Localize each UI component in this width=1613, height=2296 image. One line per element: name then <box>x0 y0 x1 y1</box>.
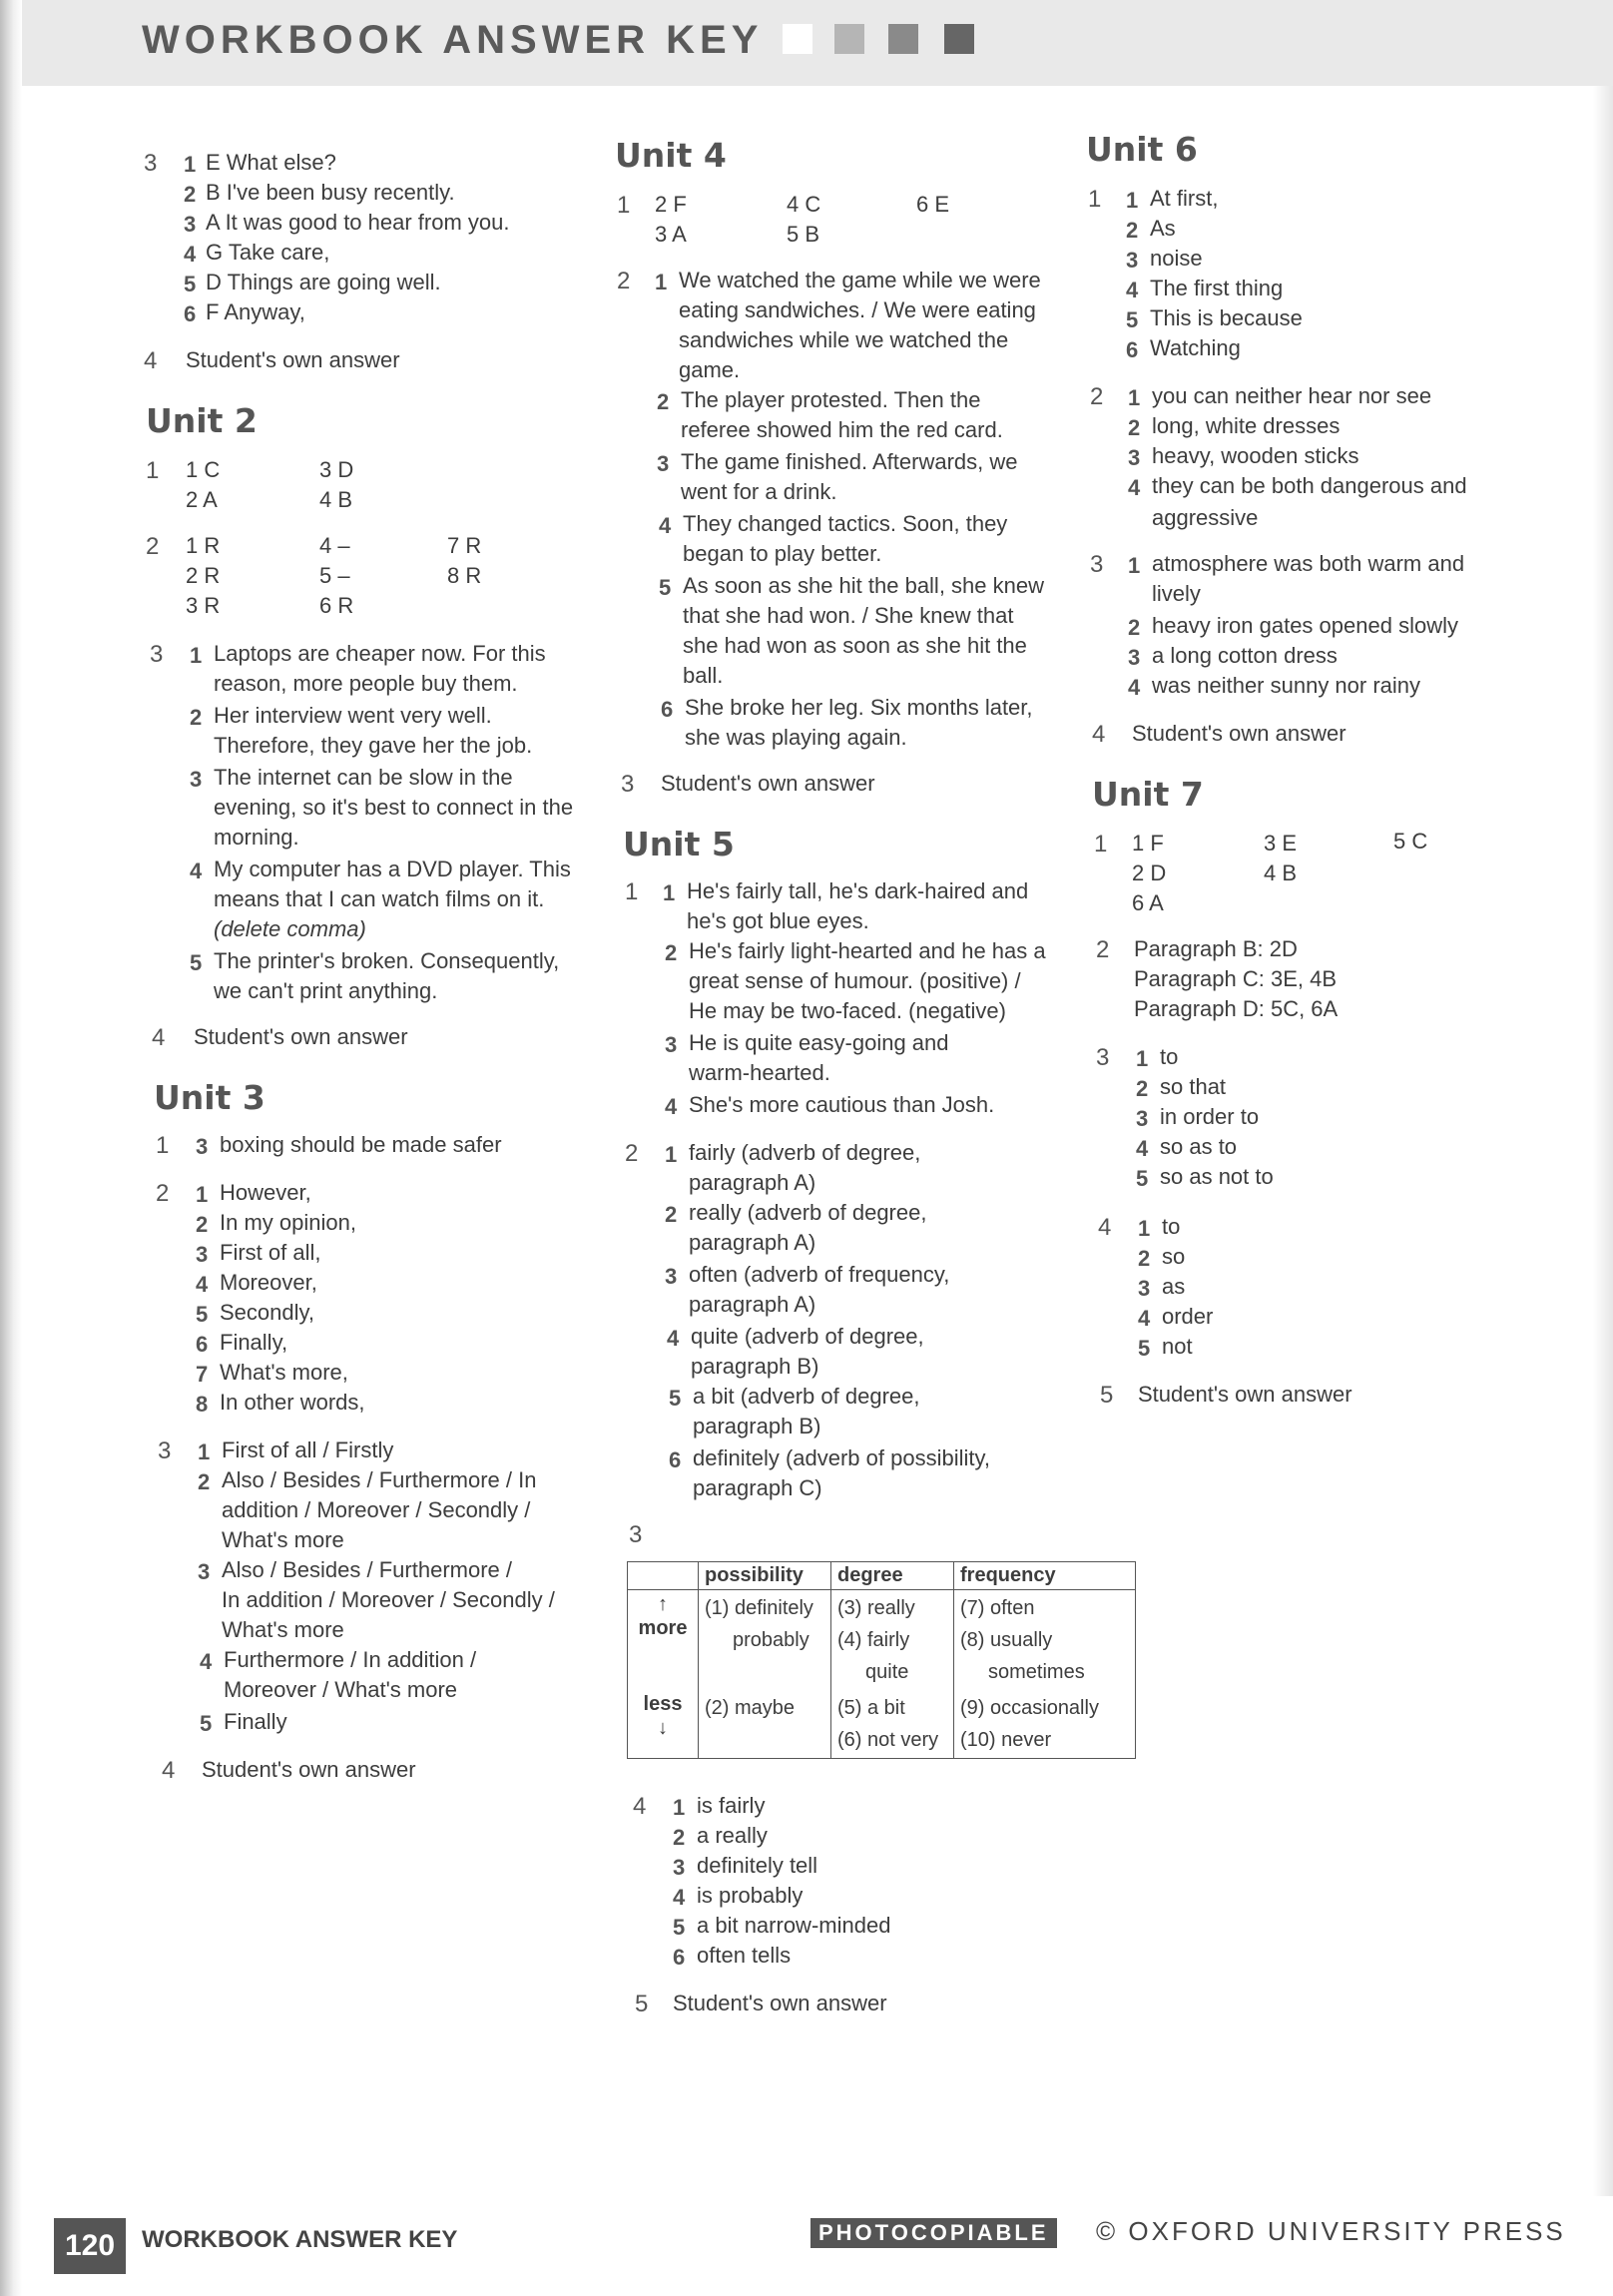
page-number: 120 <box>54 2218 126 2274</box>
question-number: 3 <box>150 641 164 668</box>
table-header: possibility <box>699 1562 831 1590</box>
answer-text: The internet can be slow in the <box>214 765 513 790</box>
question-number: 5 <box>1100 1382 1114 1409</box>
answer-text: heavy, wooden sticks <box>1152 443 1359 468</box>
answer-text: (delete comma) <box>214 916 366 941</box>
item-number: 2 <box>1128 415 1141 440</box>
answer-text: D Things are going well. <box>206 270 441 294</box>
table-cell-more <box>628 1590 699 1691</box>
item-number: 2 <box>196 1212 209 1237</box>
answer-text: B I've been busy recently. <box>206 180 455 205</box>
answer-text: addition / Moreover / Secondly / <box>222 1497 531 1522</box>
answer-text: order <box>1162 1304 1214 1329</box>
answer-text: Student's own answer <box>661 771 875 796</box>
item-number: 3 <box>665 1032 678 1057</box>
item-number: 1 <box>190 643 203 668</box>
item-number: 3 <box>190 767 203 792</box>
answer-text: F Anyway, <box>206 299 305 324</box>
unit-heading: Unit 3 <box>154 1078 266 1117</box>
answer-text: 6 E <box>916 192 950 217</box>
item-number: 2 <box>198 1469 211 1494</box>
item-number: 6 <box>184 301 197 326</box>
answer-text: paragraph B) <box>691 1354 819 1379</box>
answer-text: The player protested. Then the <box>681 387 981 412</box>
page-header-title: WORKBOOK ANSWER KEY <box>142 18 764 62</box>
answer-text: to <box>1162 1214 1181 1239</box>
item-number: 6 <box>661 697 674 722</box>
answer-text: quite (adverb of degree, <box>691 1324 924 1349</box>
answer-text: 3 E <box>1264 831 1298 856</box>
item-number: 5 <box>669 1386 682 1411</box>
item-number: 5 <box>1136 1166 1149 1191</box>
answer-text: as <box>1162 1274 1186 1299</box>
item-number: 1 <box>673 1795 686 1820</box>
answer-text: great sense of humour. (positive) / <box>689 968 1021 993</box>
answer-text: As <box>1150 216 1176 241</box>
answer-text: Moreover, <box>220 1270 317 1295</box>
item-number: 6 <box>196 1332 209 1357</box>
item-number: 5 <box>200 1711 213 1736</box>
item-number: 8 <box>196 1392 209 1417</box>
answer-text: paragraph A) <box>689 1170 816 1195</box>
item-number: 5 <box>190 950 203 975</box>
table-header: degree <box>831 1562 954 1590</box>
question-number: 5 <box>635 1991 649 2017</box>
item-number: 3 <box>1136 1106 1149 1131</box>
item-number: 1 <box>1128 385 1141 410</box>
question-number: 1 <box>617 192 631 219</box>
cell-line: (9) occasionally <box>960 1697 1099 1719</box>
answer-text: He's fairly light-hearted and he has a <box>689 938 1046 963</box>
answer-text: Secondly, <box>220 1300 314 1325</box>
item-number: 4 <box>196 1272 209 1297</box>
unit-heading: Unit 5 <box>623 825 735 863</box>
header-square-1 <box>783 24 812 54</box>
question-number: 3 <box>158 1437 172 1464</box>
item-number: 4 <box>184 242 197 267</box>
answer-text: 6 A <box>1132 890 1164 915</box>
item-number: 2 <box>1126 218 1139 243</box>
question-number: 3 <box>1090 551 1104 578</box>
answer-text: 5 C <box>1393 829 1428 854</box>
answer-text: that she had won. / She knew that <box>683 603 1014 628</box>
answer-text: a bit narrow-minded <box>697 1913 891 1938</box>
answer-text: boxing should be made safer <box>220 1132 502 1157</box>
answer-text: lively <box>1152 581 1201 606</box>
item-number: 2 <box>665 940 678 965</box>
answer-text: The game finished. Afterwards, we <box>681 449 1018 474</box>
item-number: 3 <box>673 1855 686 1880</box>
header-square-2 <box>834 24 864 54</box>
answer-text: 2 F <box>655 192 687 217</box>
page-right-edge <box>1593 0 1613 2296</box>
answer-text: he's got blue eyes. <box>687 908 869 933</box>
unit-heading: Unit 2 <box>146 401 258 440</box>
answer-text: paragraph A) <box>689 1230 816 1255</box>
item-number: 6 <box>669 1447 682 1472</box>
answer-text: Student's own answer <box>186 347 400 372</box>
answer-text: Paragraph C: 3E, 4B <box>1134 966 1338 991</box>
item-number: 2 <box>673 1825 686 1850</box>
item-number: 2 <box>1128 615 1141 640</box>
answer-text: Finally <box>224 1709 287 1734</box>
unit-heading: Unit 6 <box>1086 130 1198 169</box>
answer-text: Student's own answer <box>673 1991 887 2015</box>
answer-text: a bit (adverb of degree, <box>693 1384 920 1409</box>
answer-text: fairly (adverb of degree, <box>689 1140 921 1165</box>
answer-text: As soon as she hit the ball, she knew <box>683 573 1044 598</box>
question-number: 4 <box>633 1793 647 1820</box>
item-number: 2 <box>184 182 197 207</box>
answer-text: long, white dresses <box>1152 413 1341 438</box>
answer-text: However, <box>220 1180 311 1205</box>
item-number: 4 <box>673 1885 686 1910</box>
answer-text: went for a drink. <box>681 479 837 504</box>
table-cell <box>954 1590 1136 1691</box>
cell-line: (2) maybe <box>705 1697 796 1719</box>
question-number: 1 <box>625 878 639 905</box>
question-number: 2 <box>1096 936 1110 963</box>
question-number: 1 <box>156 1132 170 1159</box>
question-number: 1 <box>1094 831 1108 858</box>
answer-text: a really <box>697 1823 768 1848</box>
answer-text: often (adverb of frequency, <box>689 1262 950 1287</box>
arrow-up-icon: ↑ <box>658 1593 668 1615</box>
item-number: 4 <box>1138 1306 1151 1331</box>
question-number: 4 <box>1092 721 1106 748</box>
answer-text: First of all, <box>220 1240 321 1265</box>
question-number: 4 <box>1098 1214 1112 1241</box>
adverbs-table <box>627 1561 1136 1759</box>
item-number: 3 <box>1126 248 1139 273</box>
item-number: 4 <box>1126 278 1139 302</box>
item-number: 1 <box>665 1142 678 1167</box>
answer-text: evening, so it's best to connect in the <box>214 795 574 820</box>
answer-text: so <box>1162 1244 1186 1269</box>
question-number: 1 <box>146 457 160 484</box>
header-square-4 <box>944 24 974 54</box>
answer-text: paragraph C) <box>693 1475 822 1500</box>
answer-text: referee showed him the red card. <box>681 417 1003 442</box>
answer-text: 1 C <box>186 457 221 482</box>
table-header: frequency <box>954 1562 1136 1590</box>
answer-text: 3 D <box>319 457 354 482</box>
answer-text: to <box>1160 1044 1179 1069</box>
answer-text: 1 F <box>1132 831 1164 856</box>
question-number: 2 <box>1090 383 1104 410</box>
cell-line: probably <box>733 1629 809 1651</box>
answer-text: My computer has a DVD player. This <box>214 857 571 881</box>
item-number: 3 <box>1128 445 1141 470</box>
question-number: 4 <box>152 1024 166 1051</box>
answer-text: He is quite easy-going and <box>689 1030 949 1055</box>
item-number: 4 <box>1128 675 1141 700</box>
item-number: 5 <box>184 272 197 296</box>
answer-text: She's more cautious than Josh. <box>689 1092 995 1117</box>
answer-text: 2 A <box>186 487 218 512</box>
item-number: 1 <box>1126 188 1139 213</box>
question-number: 4 <box>162 1757 176 1784</box>
item-number: 4 <box>667 1326 680 1351</box>
item-number: 3 <box>184 212 197 237</box>
photocopiable-badge: PHOTOCOPIABLE <box>810 2218 1057 2248</box>
item-number: 4 <box>1128 475 1141 500</box>
answer-text: 2 R <box>186 563 221 588</box>
answer-text: 4 B <box>1264 861 1298 885</box>
answer-text: This is because <box>1150 305 1303 330</box>
answer-text: In addition / Moreover / Secondly / <box>222 1587 555 1612</box>
table-cell <box>954 1690 1136 1759</box>
answer-text: Student's own answer <box>1138 1382 1352 1407</box>
answer-text: not <box>1162 1334 1193 1359</box>
cell-line: (10) never <box>960 1729 1052 1751</box>
item-number: 5 <box>659 575 672 600</box>
answer-text: Therefore, they gave her the job. <box>214 733 533 758</box>
answer-text: Paragraph B: 2D <box>1134 936 1298 961</box>
answer-text: definitely (adverb of possibility, <box>693 1445 990 1470</box>
answer-text: 3 A <box>655 222 687 247</box>
answer-text: reason, more people buy them. <box>214 671 518 696</box>
answer-text: 4 B <box>319 487 353 512</box>
item-number: 4 <box>200 1649 213 1674</box>
item-number: 5 <box>1126 307 1139 332</box>
answer-text: she had won as soon as she hit the <box>683 633 1027 658</box>
question-number: 2 <box>146 533 160 560</box>
answer-text: They changed tactics. Soon, they <box>683 511 1008 536</box>
answer-text: was neither sunny nor rainy <box>1152 673 1421 698</box>
answer-text: really (adverb of degree, <box>689 1200 927 1225</box>
item-number: 1 <box>655 270 668 294</box>
answer-text: The first thing <box>1150 276 1284 300</box>
item-number: 5 <box>196 1302 209 1327</box>
answer-text: is fairly <box>697 1793 766 1818</box>
question-number: 2 <box>617 268 631 294</box>
item-number: 2 <box>657 389 670 414</box>
answer-text: In my opinion, <box>220 1210 356 1235</box>
answer-text: warm-hearted. <box>689 1060 830 1085</box>
item-number: 1 <box>1128 553 1141 578</box>
cell-line: (7) often <box>960 1597 1035 1619</box>
item-number: 5 <box>673 1915 686 1940</box>
answer-text: is probably <box>697 1883 804 1908</box>
answer-text: E What else? <box>206 150 336 175</box>
table-cell <box>699 1690 831 1759</box>
answer-text: The printer's broken. Consequently, <box>214 948 560 973</box>
answer-text: 7 R <box>447 533 482 558</box>
cell-line: (6) not very <box>837 1729 939 1751</box>
item-number: 2 <box>1138 1246 1151 1271</box>
answer-text: 4 – <box>319 533 350 558</box>
answer-text: Watching <box>1150 335 1241 360</box>
answer-text: often tells <box>697 1943 792 1968</box>
table-cell <box>831 1590 954 1691</box>
unit-heading: Unit 4 <box>615 136 727 175</box>
item-number: 1 <box>196 1182 209 1207</box>
answer-text: 1 R <box>186 533 221 558</box>
answer-text: Also / Besides / Furthermore / In <box>222 1467 537 1492</box>
answer-text: He may be two-faced. (negative) <box>689 998 1006 1023</box>
table-cell <box>699 1590 831 1691</box>
answer-text: 3 R <box>186 593 221 618</box>
answer-text: What's more <box>222 1527 344 1552</box>
question-number: 4 <box>144 347 158 374</box>
item-number: 2 <box>190 705 203 730</box>
answer-text: paragraph B) <box>693 1414 821 1438</box>
header-square-3 <box>888 24 918 54</box>
answer-text: in order to <box>1160 1104 1260 1129</box>
answer-text: A It was good to hear from you. <box>206 210 510 235</box>
item-number: 5 <box>1138 1336 1151 1361</box>
answer-text: you can neither hear nor see <box>1152 383 1432 408</box>
question-number: 1 <box>1088 186 1102 213</box>
item-number: 6 <box>673 1945 686 1970</box>
answer-text: Moreover / What's more <box>224 1677 458 1702</box>
publisher-credit: © OXFORD UNIVERSITY PRESS <box>1096 2216 1566 2246</box>
answer-text: What's more <box>222 1617 344 1642</box>
answer-text: Furthermore / In addition / <box>224 1647 477 1672</box>
answer-text: Also / Besides / Furthermore / <box>222 1557 512 1582</box>
answer-text: definitely tell <box>697 1853 818 1878</box>
answer-text: heavy iron gates opened slowly <box>1152 613 1458 638</box>
answer-text: First of all / Firstly <box>222 1437 394 1462</box>
table-cell-less <box>628 1690 699 1759</box>
cell-line: (4) fairly <box>837 1629 910 1651</box>
arrow-down-icon: ↓ <box>658 1717 668 1739</box>
answer-text: so that <box>1160 1074 1227 1099</box>
question-number: 2 <box>625 1140 639 1167</box>
item-number: 1 <box>1136 1046 1149 1071</box>
cell-line: quite <box>865 1661 909 1683</box>
item-number: 7 <box>196 1362 209 1387</box>
item-number: 2 <box>665 1202 678 1227</box>
answer-text: aggressive <box>1152 505 1259 530</box>
cell-line: (8) usually <box>960 1629 1053 1651</box>
answer-text: Laptops are cheaper now. For this <box>214 641 546 666</box>
answer-text: 5 B <box>787 222 820 247</box>
answer-text: 8 R <box>447 563 482 588</box>
item-number: 3 <box>196 1134 209 1159</box>
answer-text: Finally, <box>220 1330 288 1355</box>
answer-text: We watched the game while we were <box>679 268 1041 292</box>
footer-title: WORKBOOK ANSWER KEY <box>142 2226 458 2253</box>
answer-text: What's more, <box>220 1360 348 1385</box>
item-number: 1 <box>184 152 197 177</box>
table-cell <box>831 1690 954 1759</box>
answer-text: He's fairly tall, he's dark-haired and <box>687 878 1029 903</box>
answer-text: so as not to <box>1160 1164 1274 1189</box>
question-number: 3 <box>629 1521 643 1548</box>
answer-text: paragraph A) <box>689 1292 816 1317</box>
answer-text: 6 R <box>319 593 354 618</box>
item-number: 4 <box>665 1094 678 1119</box>
item-number: 3 <box>1128 645 1141 670</box>
cell-line: (5) a bit <box>837 1697 905 1719</box>
answer-text: Paragraph D: 5C, 6A <box>1134 996 1339 1021</box>
cell-line: (3) really <box>837 1597 915 1619</box>
more-label: more <box>638 1617 688 1639</box>
answer-text: she was playing again. <box>685 725 907 750</box>
item-number: 1 <box>663 880 676 905</box>
item-number: 4 <box>190 859 203 883</box>
less-label: less <box>643 1693 683 1715</box>
answer-text: they can be both dangerous and <box>1152 473 1467 498</box>
answer-text: At first, <box>1150 186 1219 211</box>
item-number: 4 <box>659 513 672 538</box>
item-number: 3 <box>196 1242 209 1267</box>
answer-text: ball. <box>683 663 724 688</box>
question-number: 3 <box>144 150 158 177</box>
answer-text: eating sandwiches. / We were eating <box>679 297 1036 322</box>
table-header <box>628 1562 699 1590</box>
answer-text: Student's own answer <box>194 1024 408 1049</box>
answer-text: Student's own answer <box>202 1757 416 1782</box>
item-number: 1 <box>198 1439 211 1464</box>
item-number: 3 <box>657 451 670 476</box>
answer-text: a long cotton dress <box>1152 643 1338 668</box>
item-number: 1 <box>1138 1216 1151 1241</box>
answer-text: game. <box>679 357 741 382</box>
answer-text: 4 C <box>787 192 821 217</box>
item-number: 3 <box>1138 1276 1151 1301</box>
answer-text: so as to <box>1160 1134 1238 1159</box>
answer-text: began to play better. <box>683 541 882 566</box>
item-number: 6 <box>1126 337 1139 362</box>
cell-line: sometimes <box>988 1661 1085 1683</box>
answer-text: morning. <box>214 825 299 850</box>
answer-text: Student's own answer <box>1132 721 1346 746</box>
question-number: 3 <box>621 771 635 798</box>
answer-text: In other words, <box>220 1390 365 1415</box>
item-number: 3 <box>665 1264 678 1289</box>
item-number: 2 <box>1136 1076 1149 1101</box>
answer-text: She broke her leg. Six months later, <box>685 695 1033 720</box>
answer-text: we can't print anything. <box>214 978 438 1003</box>
answer-text: noise <box>1150 246 1203 271</box>
item-number: 4 <box>1136 1136 1149 1161</box>
answer-text: 2 D <box>1132 861 1167 885</box>
answer-text: atmosphere was both warm and <box>1152 551 1465 576</box>
unit-heading: Unit 7 <box>1092 775 1204 814</box>
answer-text: G Take care, <box>206 240 330 265</box>
question-number: 2 <box>156 1180 170 1207</box>
answer-text: 5 – <box>319 563 350 588</box>
answer-text: sandwiches while we watched the <box>679 327 1009 352</box>
page-left-shadow <box>0 0 22 2296</box>
answer-text: Her interview went very well. <box>214 703 492 728</box>
cell-line: (1) definitely <box>705 1597 813 1619</box>
answer-text: means that I can watch films on it. <box>214 886 545 911</box>
item-number: 3 <box>198 1559 211 1584</box>
question-number: 3 <box>1096 1044 1110 1071</box>
